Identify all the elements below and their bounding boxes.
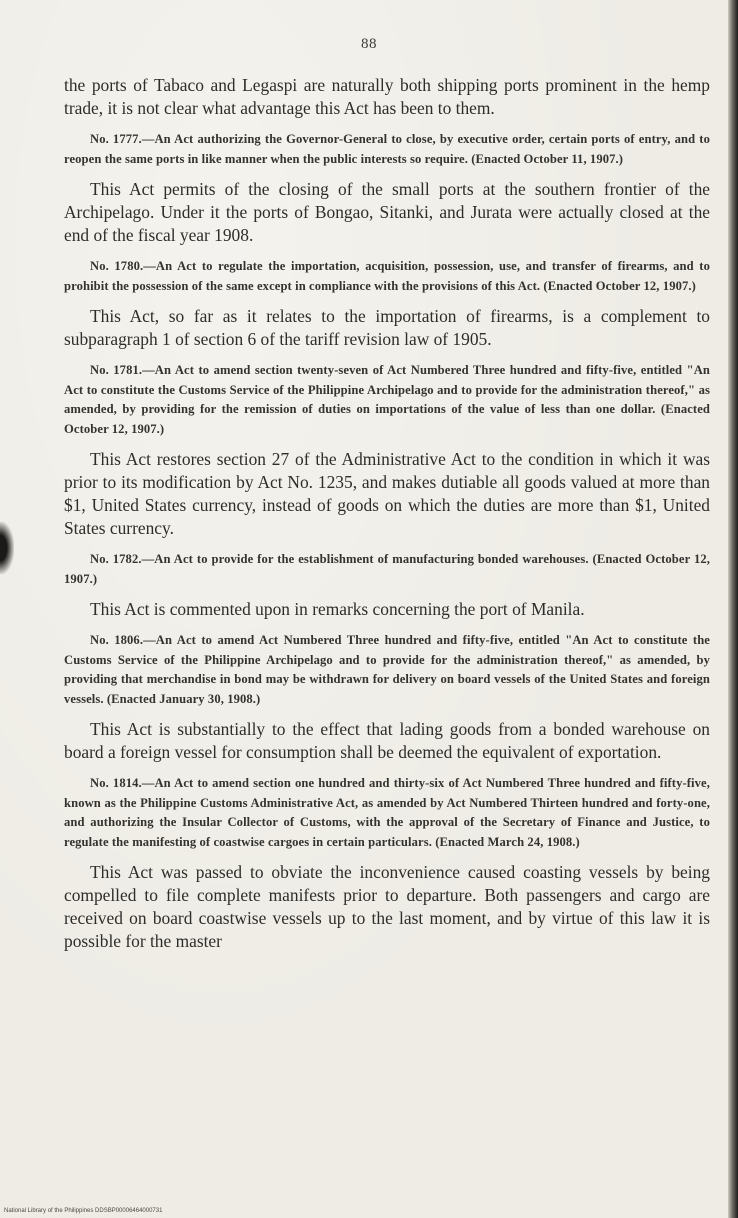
page-number: 88 <box>361 36 377 52</box>
act-entry-1780: No. 1780.—An Act to regulate the importation, acquisition, possession, use, and transfer of firearms, and to prohibit the possession of the same except in compliance with the provisions of this Act. (Enacted October 12, 1907.) <box>64 259 710 293</box>
body-paragraph: This Act permits of the closing of the small ports at the southern frontier of the Archipelago. Under it the ports of Bongao, Sitanki, and Jurata were actually closed at the end of the fiscal year 1908. <box>64 179 710 245</box>
act-entry-1781: No. 1781.—An Act to amend section twenty-seven of Act Numbered Three hundred and fifty-five, entitled "An Act to constitute the Customs Service of the Philippine Archipelago and to provide for the administration thereof," as amended, by providing for the remission of duties on importations of the value of less than one dollar. (Enacted October 12, 1907.) <box>64 363 710 436</box>
body-paragraph: This Act restores section 27 of the Administrative Act to the condition in which it was prior to its modification by Act No. 1235, and makes dutiable all goods valued at more than $1, United States currency, instead of goods on which the duties are more than $1, United States currency. <box>64 449 710 538</box>
body-paragraph-final: This Act was passed to obviate the inconvenience caused coasting vessels by being compelled to file complete manifests prior to departure. Both passengers and cargo are received on board coastwise vessels up to the last moment, and by virtue of this law it is possible for the master <box>64 862 710 951</box>
act-entry-1814: No. 1814.—An Act to amend section one hundred and thirty-six of Act Numbered Three hundred and fifty-five, known as the Philippine Customs Administrative Act, as amended by Act Numbered Thirteen hundred and forty-one, and authorizing the Insular Collector of Customs, with the approval of the Secretary of Finance and Justice, to regulate the manifesting of coastwise cargoes in certain particulars. (Enacted March 24, 1908.) <box>64 776 710 849</box>
act-entry-1782: No. 1782.—An Act to provide for the establishment of manufacturing bonded warehouses. (Enacted October 12, 1907.) <box>64 552 710 586</box>
page-body <box>64 74 710 963</box>
scan-footer-caption: National Library of the Philippines DDSBP00006464000731 <box>4 1208 163 1214</box>
body-paragraph: This Act, so far as it relates to the importation of firearms, is a complement to subparagraph 1 of section 6 of the tariff revision law of 1905. <box>64 306 710 349</box>
body-paragraph-continuation: the ports of Tabaco and Legaspi are naturally both shipping ports prominent in the hemp trade, it is not clear what advantage this Act has been to them. <box>64 75 710 118</box>
act-entry-1777: No. 1777.—An Act authorizing the Governor-General to close, by executive order, certain ports of entry, and to reopen the same ports in like manner when the public interests so require. (Enacted October 11, 1907.) <box>64 132 710 166</box>
body-paragraph: This Act is commented upon in remarks concerning the port of Manila. <box>90 599 585 619</box>
act-entry-1806: No. 1806.—An Act to amend Act Numbered Three hundred and fifty-five, entitled "An Act to constitute the Customs Service of the Philippine Archipelago and to provide for the administration thereof," as amended, by providing that merchandise in bond may be withdrawn for delivery on board vessels of the United States and foreign vessels. (Enacted January 30, 1908.) <box>64 633 710 706</box>
page-binding-edge <box>728 0 738 1218</box>
scan-edge-smudge <box>0 522 14 574</box>
body-paragraph: This Act is substantially to the effect that lading goods from a bonded warehouse on board a foreign vessel for consumption shall be deemed the equivalent of exportation. <box>64 719 710 762</box>
